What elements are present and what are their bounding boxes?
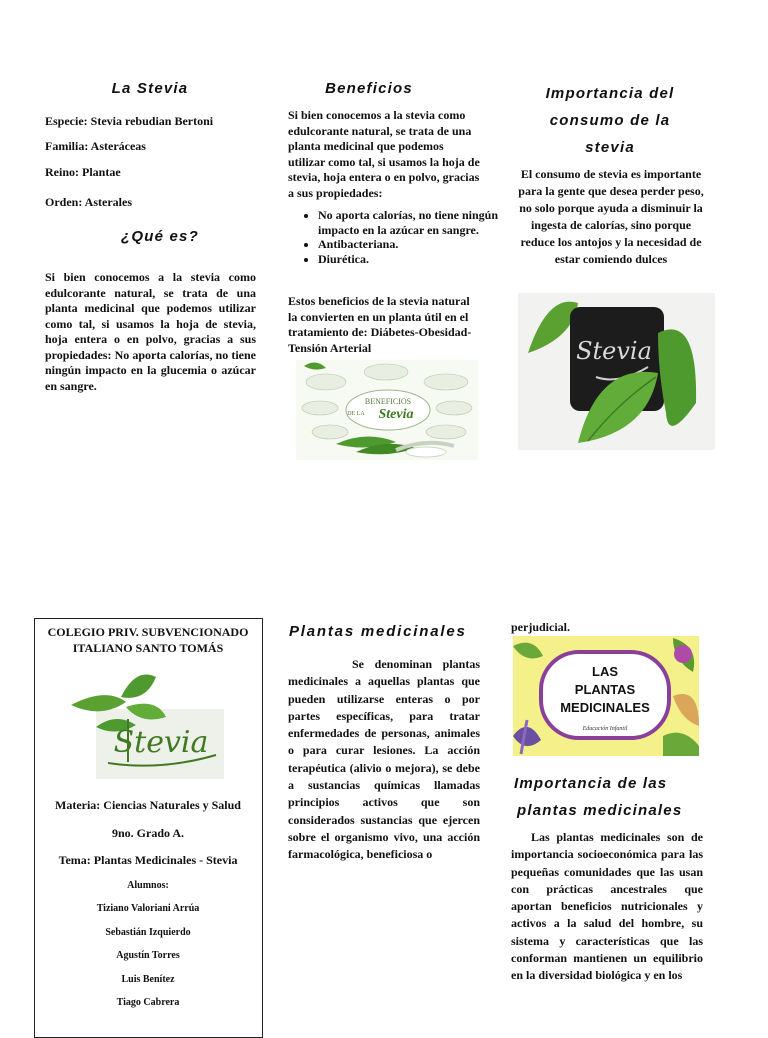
importancia-plantas-title [514,770,682,824]
continuation-text: perjudicial. [511,620,570,634]
student-name: Sebastián Izquierdo [105,927,191,938]
student-name: Agustín Torres [116,950,180,961]
title-line: consumo de la [549,112,671,129]
beneficio-item: • Antibacteriana. [318,237,512,252]
importancia-consumo-text: El consumo de stevia es importante para la gente que desea perder peso, no solo porque ayuda a disminuir la ingesta de calorías, sino porque reduce los antojos y la necesidad de estar comiendo dulces [518,167,704,266]
benef-img-label-main: Stevia [378,407,414,422]
title-line: Importancia del [545,85,675,102]
alumnos-label: Alumnos: [127,880,169,891]
que-es-text: Si bien conocemos a la stevia como edulcorante natural, se trata de una planta medicinal que podemos utilizar como tal, si usamos la hoja de stevia, hoja entera o en polvo, gracias a sus propiedades: No aporta calorías, no tiene ningún impacto en la glucemia o azúcar en sangre. [45,270,256,393]
beneficio-item: • No aporta calorías, no tiene ningún impacto en la azúcar en sangre. [318,208,512,237]
grado: 9no. Grado A. [111,826,184,840]
importancia-consumo-title [515,80,705,161]
beneficios-intro: Si bien conocemos a la stevia como edulcorante natural, se trata de una planta medicinal que podemos utilizar como tal, si usamos la hoja de stevia, hoja entera o en polvo, gracias a sus propiedades: [288,108,480,200]
title-line: Importancia de las [514,775,668,792]
banner-line: LAS [592,664,618,679]
tema: Tema: Plantas Medicinales - Stevia [58,853,238,867]
banner-caption: Educación Infantil [582,726,628,732]
beneficio-item: • Diurética. [318,252,512,267]
title-line: plantas medicinales [517,802,683,819]
plantas-banner-image [513,636,699,756]
beneficios-list [288,208,512,266]
student-name: Tiziano Valoriani Arrúa [96,903,200,914]
importancia-plantas-text: Las plantas medicinales son de importancia socioeconómica para las pequeñas comunidades que las usan con prácticas ancestrales que aportan beneficios nutricionales y activos a la salud del hombre, su sistema y características que las conforman mantienen un equilibrio en la diversidad biológica y en los [511,830,703,983]
banner-line: MEDICINALES [560,700,650,715]
logo-word: Stevia [113,725,209,760]
stevia-chalkboard-image [518,293,715,450]
chalk-word: Stevia [576,337,652,365]
plantas-title: Plantas medicinales [289,623,467,640]
materia: Materia: Ciencias Naturales y Salud [55,798,241,812]
field-orden: Orden: Asterales [45,195,132,209]
benef-img-label-mid: DE LA [347,411,365,417]
school-name: COLEGIO PRIV. SUBVENCIONADO ITALIANO SANTO TOMÁS [47,625,249,655]
student-name: Luis Benítez [121,974,175,985]
que-es-title: ¿Qué es? [121,228,199,245]
beneficios-title: Beneficios [325,80,413,97]
field-especie: Especie: Stevia rebudian Bertoni [45,114,214,128]
field-reino: Reino: Plantae [45,165,121,179]
la-stevia-title: La Stevia [111,80,189,97]
field-familia: Familia: Asteráceas [45,139,146,153]
plantas-text: Se denominan plantas medicinales a aquellas plantas que pueden utilizarse enteras o por partes específicas, para tratar enfermedades de personas, animales o para curar lesiones. La acción terapéutica (alivio o mejora), se debe a sustancias químicas llamadas principios activos que son considerados sustancias que ejercen sobre el organismo vivo, una acción farmacológica, beneficiosa o [288,657,480,862]
banner-line: PLANTAS [574,682,636,697]
stevia-logo-image [66,667,226,782]
beneficios-closing: Estos beneficios de la stevia natural la convierten en un planta útil en el tratamiento de: Diábetes-Obesidad-Tensión Arterial [288,294,472,355]
benef-img-label-top: BENEFICIOS [364,397,412,406]
title-line: stevia [585,139,635,156]
beneficios-image [296,360,478,460]
student-name: Tiago Cabrera [116,997,180,1008]
